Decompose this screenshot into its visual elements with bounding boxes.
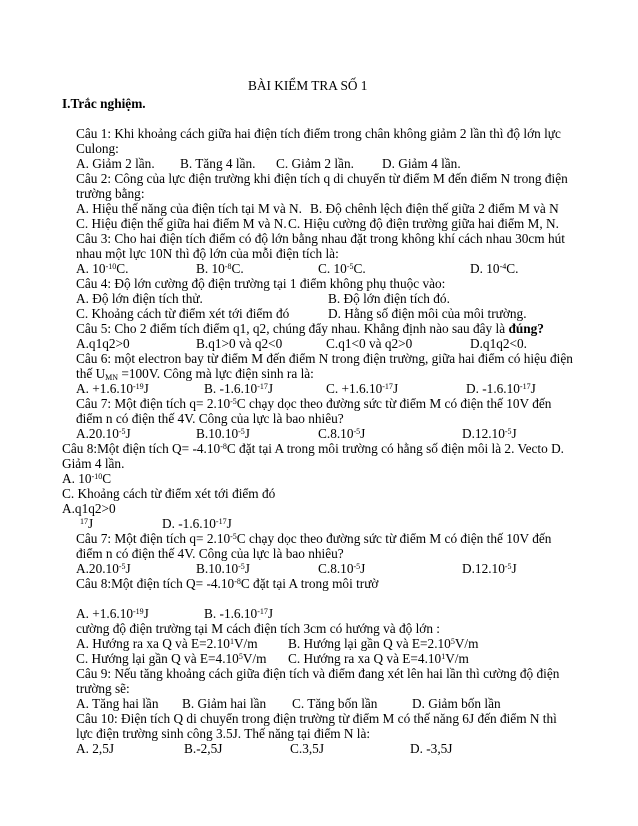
- q2-option-d: C. Hiệu cường độ điện trường giữa hai điểm M, N.: [288, 216, 559, 231]
- section-heading: I.Trắc nghiệm.: [62, 96, 146, 111]
- q7-repeat-option-c: $C.8.10^{-5}J$: [318, 561, 366, 576]
- question-9-text-cont: trường sẽ:: [76, 681, 130, 696]
- q4-option-c: C. Khoảng cách từ điểm xét tới điểm đó: [76, 306, 290, 321]
- q10-option-a: A. 2,5J: [76, 741, 115, 756]
- question-1-text-cont: Culong:: [76, 141, 119, 156]
- q6-option-a: A. $+1.6.10^{-19}J$: [76, 381, 149, 396]
- q5-option-d: D.q1q2<0.: [470, 336, 527, 351]
- q2-option-c: C. Hiệu điện thế giữa hai điểm M và N.: [76, 216, 287, 231]
- q1-option-c: C. Giảm 2 lần.: [276, 156, 354, 171]
- repeat-option-b: B. $-1.6.10^{-17}J$: [204, 606, 274, 621]
- question-7-repeat-text: Câu 7: Một điện tích $q= 2.10^{-5}C$ chạy dọc theo đường sức từ điểm M có điện thế 10V đến: [76, 531, 552, 546]
- question-6-text-cont: thế $U_{MN} =100V$. Công mà lực điện sinh ra là:: [76, 366, 314, 382]
- question-7-repeat-text-cont: điểm n có điện thế 4V. Công của lực là bao nhiêu?: [76, 546, 344, 561]
- repeat-option-a: A. $+1.6.10^{-19}J$: [76, 606, 149, 621]
- question-8-repeat-text: Câu 8:Một điện tích $Q= -4.10^{-8}C$ đặt tại A trong môi trườ: [76, 576, 379, 591]
- q6-option-b: B. $-1.6.10^{-17}J$: [204, 381, 274, 396]
- q3-option-c: C. $10^{-5}C$.: [318, 261, 366, 276]
- fragment-q1q2: A.q1q2>0: [62, 501, 116, 516]
- q3-option-d: D. $10^{-4}C$.: [470, 261, 519, 276]
- question-1-text: Câu 1: Khi khoảng cách giữa hai điện tích điểm trong chân không giảm 2 lần thì độ lớn lực: [76, 126, 561, 141]
- q9-option-c: C. Tăng bốn lần: [292, 696, 378, 711]
- q10-option-c: C.3,5J: [290, 741, 324, 756]
- q5-option-a: A.q1q2>0: [76, 336, 130, 351]
- q3-option-a: A. $10^{-10}C$.: [76, 261, 129, 276]
- fragment-exponent-j: $^{17}$J: [80, 516, 94, 531]
- question-5-text: Câu 5: Cho 2 điểm tích điểm q1, q2, chúng đẩy nhau. Khẳng định nào sau đây là đúng?: [76, 321, 544, 336]
- fragment-option-d: D. $-1.6.10^{-17}J$: [162, 516, 232, 531]
- q10-option-d: D. -3,5J: [410, 741, 453, 756]
- question-10-text-cont: lực điện trường sinh công 3.5J. Thế năng tại điểm N là:: [76, 726, 371, 741]
- q10-option-b: B.-2,5J: [184, 741, 223, 756]
- exam-title: BÀI KIỂM TRA SỐ 1: [248, 78, 368, 93]
- question-8-text-cont: Giảm 4 lần.: [62, 456, 125, 471]
- q1-option-a: A. Giảm 2 lần.: [76, 156, 155, 171]
- question-10-text: Câu 10: Điện tích Q di chuyển trong điện trường từ điểm M có thế năng 6J đến điểm N thì: [76, 711, 557, 726]
- q7-option-d: $D.12.10^{-5}J$: [462, 426, 517, 441]
- q2-option-b: B. Độ chênh lệch điện thế giữa 2 điểm M và N: [310, 201, 559, 216]
- field-question-text: cường độ điện trường tại M cách điện tích 3cm có hướng và độ lớn :: [76, 621, 440, 636]
- field-option-a: A. Hướng ra xa Q và $E=2.10^1V/m$: [76, 636, 258, 651]
- q4-option-b: B. Độ lớn điện tích đó.: [328, 291, 450, 306]
- q4-option-d: D. Hằng số điện môi của môi trường.: [328, 306, 527, 321]
- q1-option-d: D. Giảm 4 lần.: [382, 156, 461, 171]
- field-option-d: C. Hướng ra xa Q và $E=4.10^1V/m$: [288, 651, 469, 666]
- q6-option-c: C. $+1.6.10^{-17}J$: [326, 381, 399, 396]
- question-9-text: Câu 9: Nếu tăng khoảng cách giữa điện tích và điểm đang xét lên hai lần thì cường độ điện: [76, 666, 560, 681]
- q5-option-b: B.q1>0 và q2<0: [196, 336, 283, 351]
- question-7-text: Câu 7: Một điện tích $q= 2.10^{-5}C$ chạy dọc theo đường sức từ điểm M có điện thế 10V đến: [76, 396, 552, 411]
- q7-option-b: $B.10.10^{-5}J$: [196, 426, 250, 441]
- q2-option-a: A. Hiệu thế năng của điện tích tại M và N.: [76, 201, 302, 216]
- q1-option-b: B. Tăng 4 lần.: [180, 156, 256, 171]
- q6-option-d: D. $-1.6.10^{-17}J$: [466, 381, 536, 396]
- question-4-text: Câu 4: Độ lớn cường độ điện trường tại 1 điểm không phụ thuộc vào:: [76, 276, 446, 291]
- question-3-text-cont: nhau một lực 10N thì độ lớn của mỗi điện tích là:: [76, 246, 339, 261]
- q7-repeat-option-d: $D.12.10^{-5}J$: [462, 561, 517, 576]
- q7-option-a: $A.20.10^{-5}J$: [76, 426, 131, 441]
- question-2-text-cont: trường bằng:: [76, 186, 145, 201]
- fragment-a-charge: A. $10^{-10}C$: [62, 471, 112, 486]
- q7-repeat-option-b: $B.10.10^{-5}J$: [196, 561, 250, 576]
- q9-option-d: D. Giảm bốn lần: [412, 696, 501, 711]
- fragment-distance: C. Khoảng cách từ điểm xét tới điểm đó: [62, 486, 276, 501]
- q9-option-b: B. Giảm hai lần: [182, 696, 267, 711]
- q7-repeat-option-a: $A.20.10^{-5}J$: [76, 561, 131, 576]
- field-option-c: C. Hướng lại gần Q và $E=4.10^5V/m$: [76, 651, 267, 666]
- q9-option-a: A. Tăng hai lần: [76, 696, 159, 711]
- question-8-text: Câu 8:Một điện tích $Q= -4.10^{-8}C$ đặt tại A trong môi trường có hằng số điện môi là 2. Vecto D.: [62, 441, 565, 456]
- q5-option-c: C.q1<0 và q2>0: [326, 336, 413, 351]
- question-3-text: Câu 3: Cho hai điện tích điểm có độ lớn bằng nhau đặt trong không khí cách nhau 30cm hút: [76, 231, 565, 246]
- q7-option-c: $C.8.10^{-5}J$: [318, 426, 366, 441]
- field-option-b: B. Hướng lại gần Q và $E=2.10^5V/m$: [288, 636, 479, 651]
- q4-option-a: A. Độ lớn điện tích thử.: [76, 291, 203, 306]
- q3-option-b: B. $10^{-8}C$.: [196, 261, 244, 276]
- question-7-text-cont: điểm n có điện thế 4V. Công của lực là bao nhiêu?: [76, 411, 344, 426]
- question-2-text: Câu 2: Công của lực điện trường khi điện tích q di chuyển từ điểm M đến điểm N trong điện: [76, 171, 568, 186]
- question-6-text: Câu 6: một electron bay từ điểm M đến điểm N trong điện trường, giữa hai điểm có hiệu điện: [76, 351, 573, 366]
